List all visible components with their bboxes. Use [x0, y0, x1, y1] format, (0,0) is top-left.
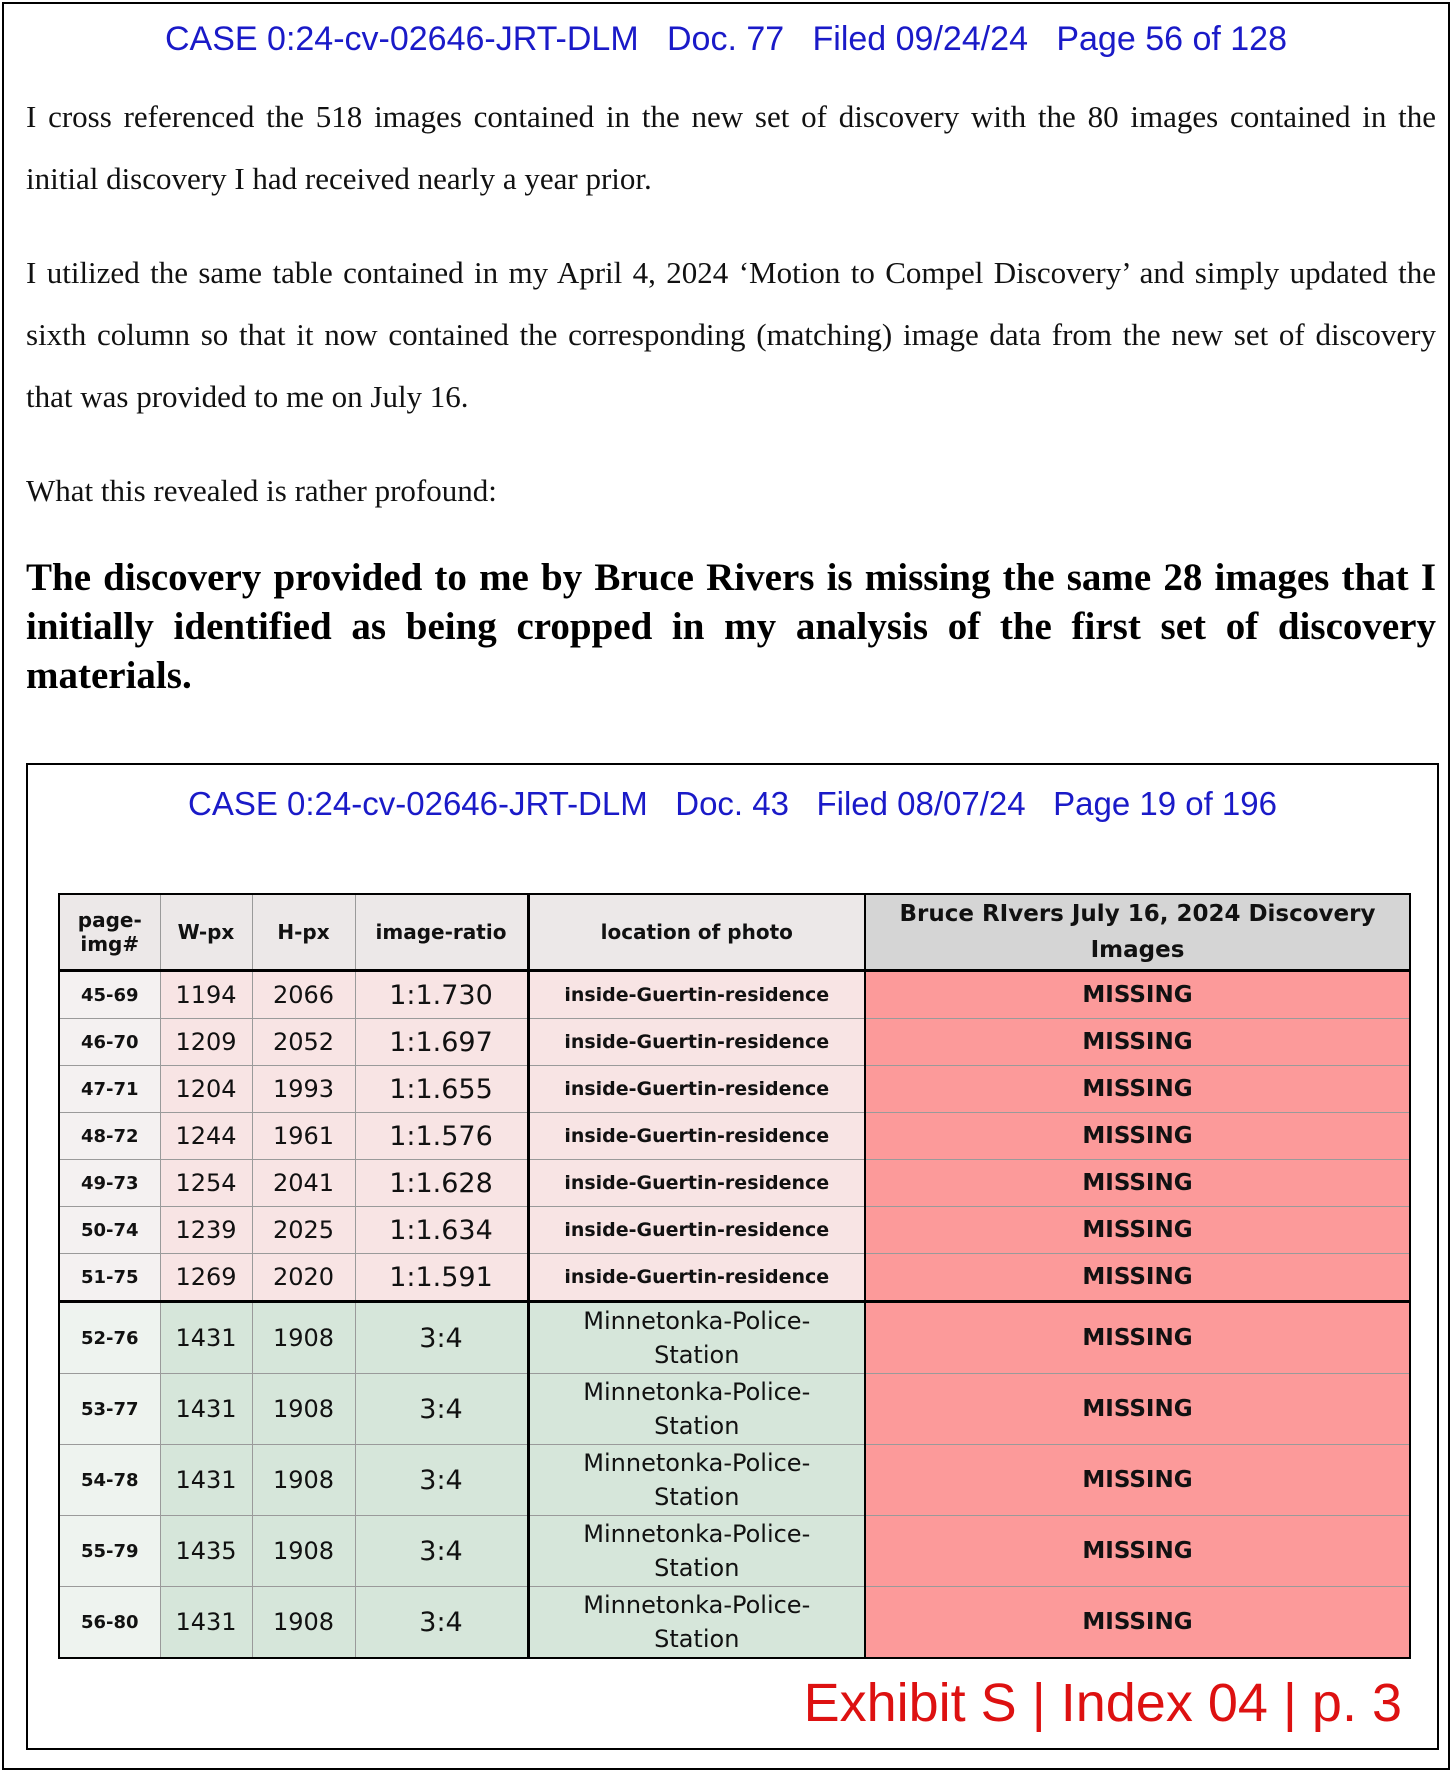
table-cell: 1:1.730: [355, 971, 528, 1019]
table-row: [59, 1207, 1410, 1254]
table-cell: 3:4: [355, 1445, 528, 1516]
table-cell: 1993: [252, 1066, 355, 1113]
table-cell: Minnetonka-Police- Station: [528, 1445, 865, 1516]
column-header: W-px: [160, 894, 252, 971]
table-cell: 1908: [252, 1587, 355, 1659]
table-cell: MISSING: [865, 971, 1410, 1019]
column-header: Bruce RIvers July 16, 2024 Discovery Images: [865, 894, 1410, 971]
table-row: [59, 1587, 1410, 1659]
exhibit-label: Exhibit S | Index 04 | p. 3: [803, 1673, 1402, 1733]
table-cell: MISSING: [865, 1207, 1410, 1254]
column-header: image-ratio: [355, 894, 528, 971]
table-cell: 52-76: [59, 1302, 160, 1374]
table-cell: Minnetonka-Police- Station: [528, 1587, 865, 1659]
table-cell: 1431: [160, 1587, 252, 1659]
table-cell: 1254: [160, 1160, 252, 1207]
table-cell: 1:1.628: [355, 1160, 528, 1207]
table-cell: 56-80: [59, 1587, 160, 1659]
table-cell: 1194: [160, 971, 252, 1019]
discovery-table: [58, 893, 1411, 1659]
table-cell: 55-79: [59, 1516, 160, 1587]
table-cell: MISSING: [865, 1302, 1410, 1374]
document-page: [2, 2, 1450, 1770]
table-cell: 1:1.634: [355, 1207, 528, 1254]
column-header: location of photo: [528, 894, 865, 971]
table-cell: Minnetonka-Police- Station: [528, 1374, 865, 1445]
paragraph-conclusion: The discovery provided to me by Bruce Rivers is missing the same 28 images that I initially identified as being cropped in my analysis of the first set of discovery materials.: [26, 556, 1436, 697]
table-cell: 46-70: [59, 1019, 160, 1066]
table-row: [59, 1445, 1410, 1516]
table-cell: MISSING: [865, 1445, 1410, 1516]
table-cell: 2066: [252, 971, 355, 1019]
table-cell: 1908: [252, 1445, 355, 1516]
table-header-row: [59, 894, 1410, 971]
table-row: [59, 1374, 1410, 1445]
table-cell: inside-Guertin-residence: [528, 1066, 865, 1113]
table-cell: 1244: [160, 1113, 252, 1160]
table-cell: MISSING: [865, 1374, 1410, 1445]
column-header: page-img#: [59, 894, 160, 971]
table-row: [59, 1516, 1410, 1587]
table-cell: 45-69: [59, 971, 160, 1019]
table-cell: 1961: [252, 1113, 355, 1160]
table-cell: 2020: [252, 1254, 355, 1302]
exhibit-case-header: CASE 0:24-cv-02646-JRT-DLM Doc. 43 Filed 08/07/24 Page 19 of 196: [188, 785, 1277, 822]
table-cell: 54-78: [59, 1445, 160, 1516]
table-cell: 1:1.576: [355, 1113, 528, 1160]
table-cell: 1:1.697: [355, 1019, 528, 1066]
table-cell: 1209: [160, 1019, 252, 1066]
table-cell: inside-Guertin-residence: [528, 1254, 865, 1302]
table-cell: 1908: [252, 1374, 355, 1445]
column-header: H-px: [252, 894, 355, 971]
table-cell: inside-Guertin-residence: [528, 971, 865, 1019]
table-cell: 1908: [252, 1516, 355, 1587]
table-cell: MISSING: [865, 1254, 1410, 1302]
table-cell: 1431: [160, 1445, 252, 1516]
table-cell: 49-73: [59, 1160, 160, 1207]
table-cell: 1435: [160, 1516, 252, 1587]
table-cell: 2041: [252, 1160, 355, 1207]
table-cell: 1269: [160, 1254, 252, 1302]
table-cell: MISSING: [865, 1516, 1410, 1587]
table-row: [59, 971, 1410, 1019]
table-row: [59, 1066, 1410, 1113]
table-cell: MISSING: [865, 1160, 1410, 1207]
table-cell: 2052: [252, 1019, 355, 1066]
table-cell: 2025: [252, 1207, 355, 1254]
table-cell: 3:4: [355, 1516, 528, 1587]
table-cell: 3:4: [355, 1302, 528, 1374]
table-cell: inside-Guertin-residence: [528, 1113, 865, 1160]
table-cell: 1431: [160, 1302, 252, 1374]
table-cell: inside-Guertin-residence: [528, 1160, 865, 1207]
case-header: CASE 0:24-cv-02646-JRT-DLM Doc. 77 Filed 09/24/24 Page 56 of 128: [165, 20, 1287, 58]
exhibit-image: [26, 763, 1439, 1750]
table-cell: MISSING: [865, 1113, 1410, 1160]
table-cell: 1908: [252, 1302, 355, 1374]
table-cell: Minnetonka-Police- Station: [528, 1302, 865, 1374]
table-cell: Minnetonka-Police- Station: [528, 1516, 865, 1587]
table-cell: MISSING: [865, 1019, 1410, 1066]
table-cell: 1431: [160, 1374, 252, 1445]
table-cell: 51-75: [59, 1254, 160, 1302]
table-cell: 1239: [160, 1207, 252, 1254]
table-cell: 1:1.655: [355, 1066, 528, 1113]
paragraph-revealed: What this revealed is rather profound:: [26, 473, 497, 508]
table-cell: MISSING: [865, 1066, 1410, 1113]
table-cell: 1204: [160, 1066, 252, 1113]
table-row: [59, 1302, 1410, 1374]
table-cell: 47-71: [59, 1066, 160, 1113]
table-row: [59, 1254, 1410, 1302]
table-cell: 1:1.591: [355, 1254, 528, 1302]
table-cell: 50-74: [59, 1207, 160, 1254]
table-cell: inside-Guertin-residence: [528, 1019, 865, 1066]
paragraph-table-method: I utilized the same table contained in my April 4, 2024 ‘Motion to Compel Discovery’ and simply updated the sixth column so that it now contained the corresponding (matching) image data from the new set of discovery that was provided to me on July 16.: [26, 255, 1436, 414]
table-cell: inside-Guertin-residence: [528, 1207, 865, 1254]
table-row: [59, 1113, 1410, 1160]
table-cell: MISSING: [865, 1587, 1410, 1659]
paragraph-cross-reference: I cross referenced the 518 images contained in the new set of discovery with the 80 images contained in the initial discovery I had received nearly a year prior.: [26, 99, 1436, 196]
table-row: [59, 1160, 1410, 1207]
table-row: [59, 1019, 1410, 1066]
table-cell: 3:4: [355, 1374, 528, 1445]
table-cell: 3:4: [355, 1587, 528, 1659]
table-cell: 53-77: [59, 1374, 160, 1445]
table-cell: 48-72: [59, 1113, 160, 1160]
